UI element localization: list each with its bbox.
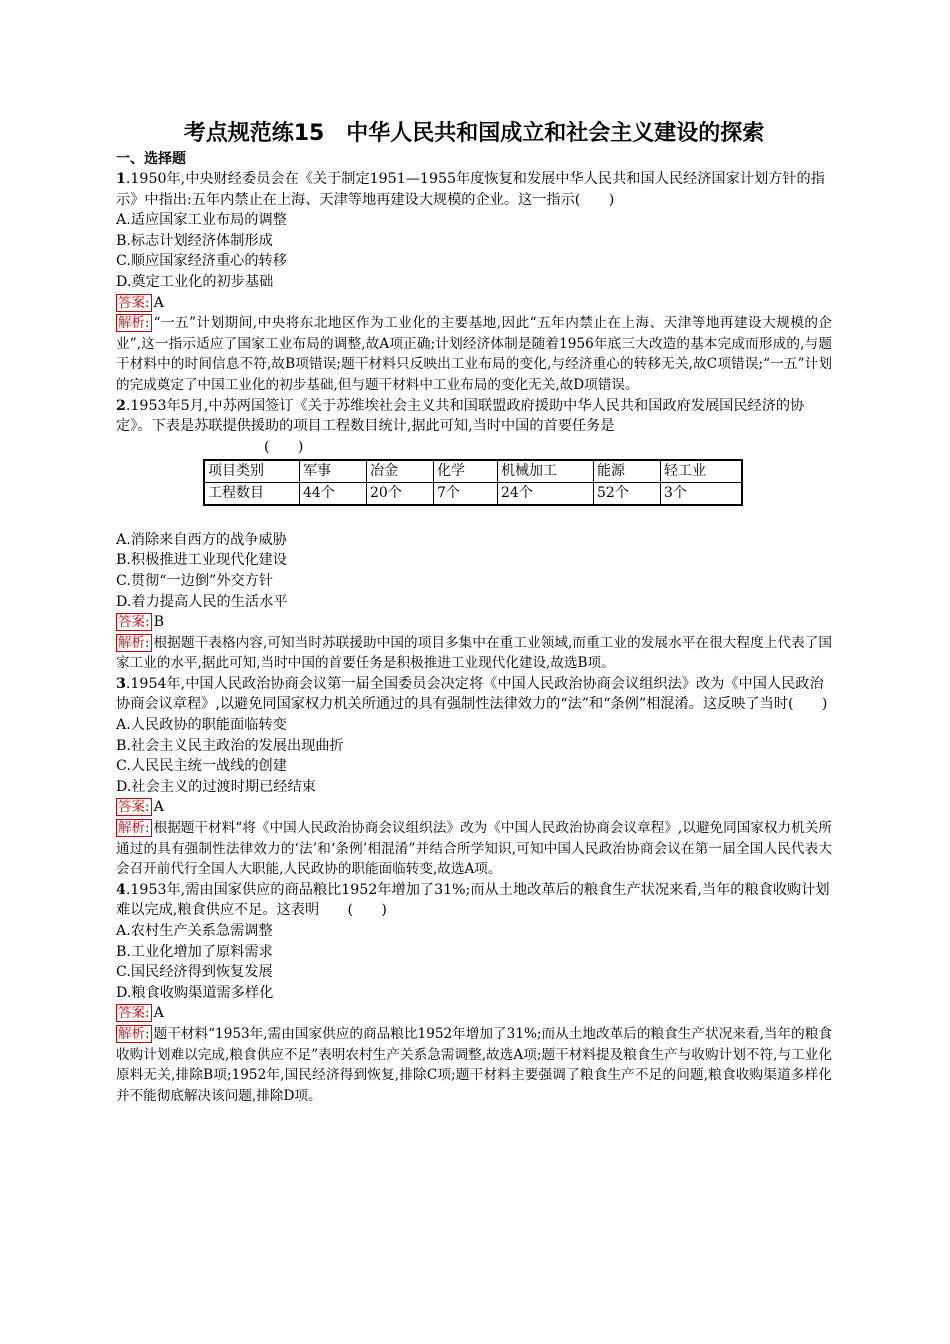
option-a: A.适应国家工业布局的调整 <box>116 212 287 229</box>
option-d: D.社会主义的过渡时期已经结束 <box>116 778 316 795</box>
answer-tag: 答案: <box>118 799 150 816</box>
answer-line <box>116 1003 832 1024</box>
question-text: .1954年,中国人民政治协商会议第一届全国委员会决定将《中国人民政治协商会议组织法》改为《中国人民政治协商会议章程》,以避免同国家权力机关所通过的具有强制性法律效力的“法”和“条例”相混淆。这反映了当时( ) <box>116 675 828 713</box>
table-cell: 军事 <box>300 460 367 483</box>
explanation <box>116 818 832 880</box>
table-cell: 44个 <box>300 482 367 505</box>
explanation-tag: 解析: <box>118 820 150 837</box>
question-4 <box>116 880 832 1107</box>
answer-line <box>116 797 832 818</box>
table-cell: 工程数目 <box>204 482 300 505</box>
question-1 <box>116 169 832 396</box>
question-number: 2 <box>116 397 126 414</box>
option-b: B.标志计划经济体制形成 <box>116 232 273 249</box>
option-c: C.贯彻“一边倒”外交方针 <box>116 572 274 589</box>
table-cell: 冶金 <box>367 460 434 483</box>
question-number: 1 <box>116 171 126 187</box>
answer-value: B <box>153 614 164 631</box>
table-cell: 项目类别 <box>204 460 300 483</box>
table-cell: 机械加工 <box>498 460 594 483</box>
explanation-text: 根据题干表格内容,可知当时苏联援助中国的项目多集中在重工业领域,而重工业的发展水平在很大程度上代表了国家工业的水平,据此可知,当时中国的首要任务是积极推进工业现代化建设,故选B项。 <box>116 634 832 672</box>
question-stem <box>116 880 832 921</box>
section-heading: 一、选择题 <box>116 151 186 167</box>
option-a: A.人民政协的职能面临转变 <box>116 717 287 734</box>
table-header-row <box>204 460 742 483</box>
answer-value: A <box>153 294 164 311</box>
option-b: B.积极推进工业现代化建设 <box>116 552 287 569</box>
explanation-tag: 解析: <box>118 634 150 651</box>
option-c: C.国民经济得到恢复发展 <box>116 964 273 981</box>
option-c: C.顺应国家经济重心的转移 <box>116 253 287 270</box>
option-d: D.着力提高人民的生活水平 <box>116 593 288 610</box>
explanation-text: “一五”计划期间,中央将东北地区作为工业化的主要基地,因此“五年内禁止在上海、天津等地再建设大规模的企业”,这一指示适应了国家工业布局的调整,故A项正确;计划经济体制是随着1956年底三大改造的基本完成而形成的,与题干材料中的时间信息不符,故B项错误;题干材料只反映出工业布局的变化,与经济重心的转移无关,故C项错误;“一五”计划的完成奠定了中国工业化的初步基础,但与题干材料中工业布局的变化无关,故D项错误。 <box>116 315 832 393</box>
question-stem <box>116 674 832 715</box>
answer-value: A <box>153 1005 164 1022</box>
page-title: 考点规范练15 中华人民共和国成立和社会主义建设的探索 <box>183 121 765 146</box>
question-3 <box>116 674 832 880</box>
answer-tag: 答案: <box>118 614 150 631</box>
table-cell: 轻工业 <box>661 460 743 483</box>
question-number: 3 <box>116 675 126 692</box>
table-cell: 能源 <box>594 460 661 483</box>
answer-line <box>116 293 832 314</box>
table-cell: 20个 <box>367 482 434 505</box>
option-a: A.农村生产关系急需调整 <box>116 923 273 939</box>
question-text: .1953年5月,中苏两国签订《关于苏维埃社会主义共和国联盟政府援助中华人民共和国政府发展国民经济的协定》。下表是苏联提供援助的项目工程数目统计,据此可知,当时中国的首要任务是 <box>116 397 805 435</box>
answer-tag: 答案: <box>118 294 150 311</box>
question-stem <box>116 396 832 437</box>
answer-value: A <box>153 799 164 816</box>
table-cell: 3个 <box>661 482 743 505</box>
answer-line <box>116 612 832 633</box>
aid-projects-table <box>203 459 743 506</box>
document-page <box>116 118 832 1106</box>
aid-projects-table-wrap <box>203 459 832 506</box>
explanation-tag: 解析: <box>118 1025 150 1042</box>
option-b: B.社会主义民主政治的发展出现曲折 <box>116 737 344 754</box>
table-cell: 24个 <box>498 482 594 505</box>
question-stem <box>116 169 832 210</box>
question-2 <box>116 396 832 674</box>
option-c: C.人民民主统一战线的创建 <box>116 758 287 775</box>
option-b: B.工业化增加了原料需求 <box>116 943 273 960</box>
question-text: .1950年,中央财经委员会在《关于制定1951—1955年度恢复和发展中华人民共和国人民经济国家计划方针的指示》中指出:五年内禁止在上海、天津等地再建设大规模的企业。这一指示( ) <box>116 171 825 208</box>
explanation <box>116 1024 832 1106</box>
explanation-text: 题干材料“1953年,需由国家供应的商品粮比1952年增加了31%;而从土地改革后的粮食生产状况来看,当年的粮食收购计划难以完成,粮食供应不足”表明农村生产关系急需调整,故选A项;题干材料提及粮食生产与收购计划不符,与工业化原料无关,排除B项;1952年,国民经济得到恢复,排除C项;题干材料主要强调了粮食生产不足的问题,粮食收购渠道多样化并不能彻底解决该问题,排除D项。 <box>116 1025 832 1104</box>
explanation <box>116 313 832 395</box>
table-row <box>204 482 742 505</box>
explanation <box>116 633 832 674</box>
question-text: .1953年,需由国家供应的商品粮比1952年增加了31%;而从土地改革后的粮食生产状况来看,当年的粮食收购计划难以完成,粮食供应不足。这表明 ( ) <box>116 881 830 919</box>
table-cell: 52个 <box>594 482 661 505</box>
option-a: A.消除来自西方的战争威胁 <box>116 531 287 548</box>
option-d: D.粮食收购渠道需多样化 <box>116 984 274 1001</box>
question-number: 4 <box>116 881 126 898</box>
answer-blank: ( ) <box>264 438 304 455</box>
option-d: D.奠定工业化的初步基础 <box>116 273 274 290</box>
answer-tag: 答案: <box>118 1005 150 1022</box>
table-cell: 7个 <box>434 482 498 505</box>
explanation-tag: 解析: <box>118 315 150 332</box>
table-cell: 化学 <box>434 460 498 483</box>
explanation-text: 根据题干材料“将《中国人民政治协商会议组织法》改为《中国人民政治协商会议章程》,以避免同国家权力机关所通过的具有强制性法律效力的‘法’和‘条例’相混淆”并结合所学知识,可知中国人民政治协商会议在第一届全国人民代表大会召开前代行全国人大职能,人民政协的职能面临转变,故选A项。 <box>116 820 832 878</box>
